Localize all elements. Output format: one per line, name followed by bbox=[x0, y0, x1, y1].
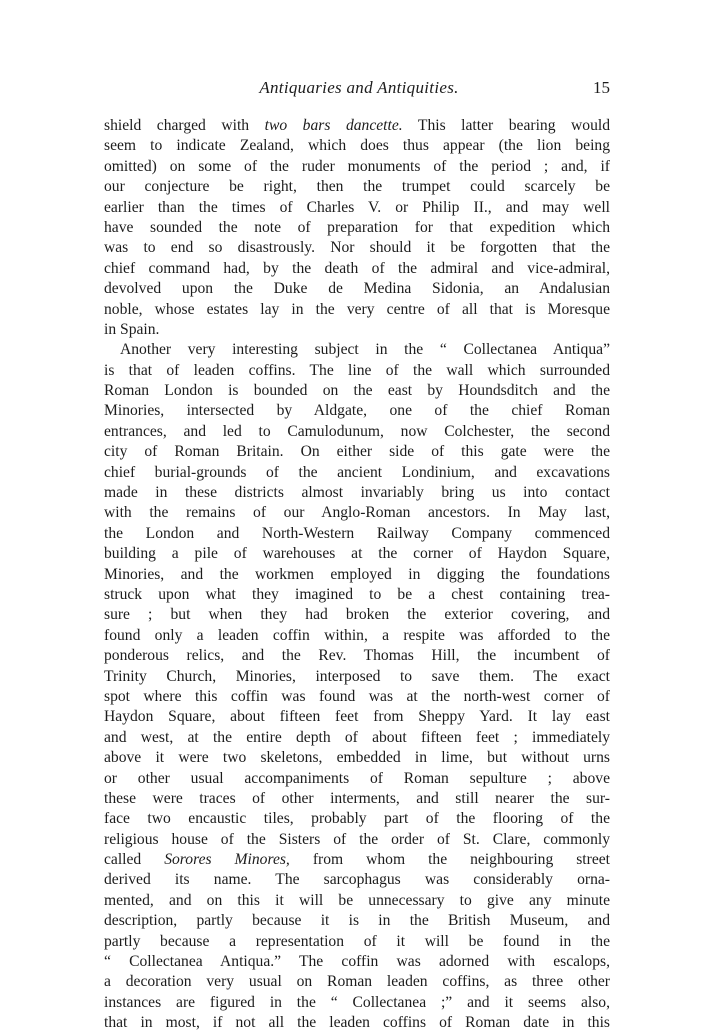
text-segment: earlier than the times of Charles V. or Philip II., and may well bbox=[104, 198, 610, 216]
text-segment: called bbox=[104, 851, 165, 869]
running-title: Antiquaries and Antiquities. bbox=[259, 78, 459, 97]
text-line bbox=[104, 891, 610, 911]
text-segment: This latter bearing would bbox=[402, 117, 611, 134]
text-line bbox=[104, 646, 610, 666]
text-segment: derived its name. The sarcophagus was considerably orna- bbox=[104, 871, 610, 889]
text-segment: chief command had, by the death of the admiral and vice-admiral, bbox=[104, 259, 610, 277]
text-segment: Minories, and the workmen employed in digging the foundations bbox=[104, 565, 610, 583]
text-line bbox=[104, 503, 610, 523]
text-segment: have sounded the note of preparation for that expedition which bbox=[104, 218, 610, 236]
text-segment: made in these districts almost invariably bring us into contact bbox=[104, 484, 610, 502]
text-line bbox=[104, 279, 610, 299]
text-line bbox=[104, 1013, 610, 1033]
text-segment: the London and North-Western Railway Company commenced bbox=[104, 524, 610, 542]
text-line bbox=[104, 870, 610, 890]
text-line bbox=[104, 381, 610, 401]
text-segment: in Spain. bbox=[104, 320, 160, 338]
text-line bbox=[104, 136, 610, 156]
text-line bbox=[104, 728, 610, 748]
text-segment: spot where this coffin was found was at the north-west corner of bbox=[104, 687, 610, 705]
text-segment: Another very interesting subject in the “ Collectanea Antiqua” bbox=[120, 341, 610, 359]
text-segment: Trinity Church, Minories, interposed to save them. The exact bbox=[104, 667, 610, 685]
text-line bbox=[104, 993, 610, 1013]
italic-text: two bars dancette. bbox=[264, 117, 403, 134]
text-segment: city of Roman Britain. On either side of this gate were the bbox=[104, 443, 610, 461]
text-line bbox=[104, 524, 610, 544]
text-line bbox=[104, 401, 610, 421]
text-segment: our conjecture be right, then the trumpet could scarcely be bbox=[104, 178, 610, 196]
text-line bbox=[104, 442, 610, 462]
text-segment: omitted) on some of the ruder monuments of the period ; and, if bbox=[104, 157, 610, 175]
text-segment: these were traces of other interments, and still nearer the sur- bbox=[104, 789, 610, 807]
text-segment: from whom the neighbouring street bbox=[289, 851, 610, 869]
text-segment: partly because a representation of it will be found in the bbox=[104, 932, 610, 950]
text-segment: with the remains of our Anglo-Roman ancestors. In May last, bbox=[104, 504, 610, 522]
text-segment: devolved upon the Duke de Medina Sidonia, an Andalusian bbox=[104, 280, 610, 298]
text-line bbox=[104, 422, 610, 442]
text-line bbox=[104, 789, 610, 809]
text-line bbox=[104, 116, 610, 136]
text-segment: that in most, if not all the leaden coffins of Roman date in this bbox=[104, 1014, 610, 1032]
text-segment: found only a leaden coffin within, a respite was afforded to the bbox=[104, 626, 610, 644]
text-line bbox=[104, 605, 610, 625]
text-line bbox=[104, 687, 610, 707]
italic-text: Sorores Minores, bbox=[164, 851, 290, 869]
text-segment: and west, at the entire depth of about fifteen feet ; immediately bbox=[104, 728, 610, 746]
text-segment: Minories, intersected by Aldgate, one of the chief Roman bbox=[104, 402, 610, 420]
text-line bbox=[104, 463, 610, 483]
text-line bbox=[104, 259, 610, 279]
text-line bbox=[104, 626, 610, 646]
text-line bbox=[104, 320, 610, 340]
text-segment: chief burial-grounds of the ancient Londinium, and excavations bbox=[104, 463, 610, 481]
text-line bbox=[104, 177, 610, 197]
text-segment: instances are figured in the “ Collectanea ;” and it seems also, bbox=[104, 993, 610, 1011]
text-segment: is that of leaden coffins. The line of the wall which surrounded bbox=[104, 361, 610, 379]
text-line bbox=[104, 932, 610, 952]
text-segment: above it were two skeletons, embedded in lime, but without urns bbox=[104, 749, 610, 767]
text-line bbox=[104, 340, 610, 360]
text-line bbox=[104, 850, 610, 870]
body-text bbox=[104, 116, 610, 1034]
text-line bbox=[104, 238, 610, 258]
text-line bbox=[104, 361, 610, 381]
text-segment: was to end so disastrously. Nor should it be forgotten that the bbox=[104, 239, 610, 257]
text-segment: building a pile of warehouses at the corner of Haydon Square, bbox=[104, 545, 610, 563]
text-line bbox=[104, 707, 610, 727]
page-number: 15 bbox=[593, 78, 610, 97]
text-line bbox=[104, 565, 610, 585]
text-line bbox=[104, 809, 610, 829]
text-segment: entrances, and led to Camulodunum, now Colchester, the second bbox=[104, 422, 610, 440]
text-line bbox=[104, 769, 610, 789]
text-line bbox=[104, 483, 610, 503]
text-line bbox=[104, 911, 610, 931]
text-line bbox=[104, 157, 610, 177]
text-segment: ponderous relics, and the Rev. Thomas Hill, the incumbent of bbox=[104, 647, 610, 665]
text-line bbox=[104, 218, 610, 238]
text-segment: Haydon Square, about fifteen feet from Sheppy Yard. It lay east bbox=[104, 708, 610, 726]
text-segment: struck upon what they imagined to be a chest containing trea- bbox=[104, 585, 610, 603]
text-segment: face two encaustic tiles, probably part of the flooring of the bbox=[104, 810, 610, 828]
text-segment: shield charged with bbox=[104, 117, 265, 134]
running-head bbox=[108, 78, 610, 102]
text-line bbox=[104, 198, 610, 218]
text-line bbox=[104, 667, 610, 687]
text-segment: noble, whose estates lay in the very centre of all that is Moresque bbox=[104, 300, 610, 318]
text-line bbox=[104, 830, 610, 850]
text-segment: religious house of the Sisters of the order of St. Clare, commonly bbox=[104, 830, 610, 848]
text-line bbox=[104, 544, 610, 564]
text-line bbox=[104, 300, 610, 320]
text-line bbox=[104, 748, 610, 768]
text-segment: or other usual accompaniments of Roman sepulture ; above bbox=[104, 769, 610, 787]
text-segment: a decoration very usual on Roman leaden coffins, as three other bbox=[104, 973, 610, 991]
text-line bbox=[104, 585, 610, 605]
text-line bbox=[104, 972, 610, 992]
text-segment: mented, and on this it will be unnecessary to give any minute bbox=[104, 891, 610, 909]
text-segment: description, partly because it is in the British Museum, and bbox=[104, 912, 610, 930]
text-segment: Roman London is bounded on the east by Houndsditch and the bbox=[104, 382, 610, 400]
text-segment: sure ; but when they had broken the exterior covering, and bbox=[104, 606, 610, 624]
text-segment: seem to indicate Zealand, which does thus appear (the lion being bbox=[104, 137, 610, 155]
text-line bbox=[104, 952, 610, 972]
text-segment: “ Collectanea Antiqua.” The coffin was adorned with escalops, bbox=[104, 953, 610, 971]
